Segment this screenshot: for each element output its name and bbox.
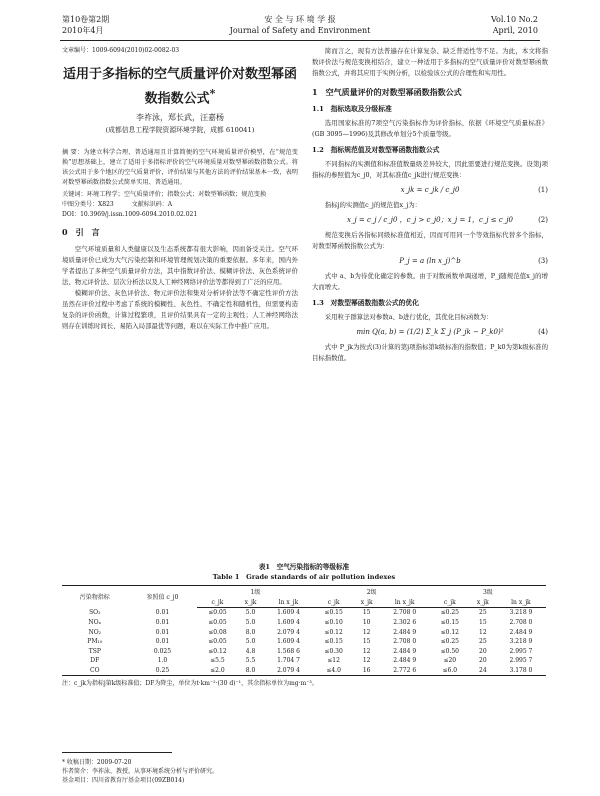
subsection-1-1-text: 选用国家标准的7项空气污染指标作为评价指标，依据《环境空气质量标准》(GB 3095—1996)及其修改单划分5个质量等级。 [312,119,548,138]
table-cell: 1.609 4 [277,638,300,646]
subsection-1-2-text: 不同指标的实测值和标准值数量级差异较大，因此需要进行规范变换。设第j项指标的参照值为c_j0，对其标准值c_jk进行规范变换： [312,160,548,179]
table-caption-en: Table 1 Grade standards of air pollution indexes [212,573,396,581]
table-cell: ≤0.12 [208,647,227,655]
table-cell: ≤0.05 [208,638,227,646]
right-column [312,46,548,364]
doi: DOI：10.3969/j.issn.1009-6094.2010.02.021 [62,210,198,218]
table-cell: ≤0.12 [324,628,343,636]
table-cell: 0.01 [155,638,170,646]
table-cell: ≤0.05 [208,619,227,627]
table-row [62,637,546,647]
table-cell: 16 [354,666,380,676]
subsection-1-3-text: 采用粒子群算法对参数a、b进行优化，其优化目标函数为： [324,313,493,321]
table-cell: 2.484 9 [393,628,417,636]
subheader-c: c_jk [430,598,470,608]
table-cell: ≤0.15 [440,619,459,627]
footnote-rule [62,752,172,753]
table-row [62,627,546,637]
subheader-ln: ln x_jk [496,598,546,608]
table-cell: 2.079 4 [264,666,314,676]
table-note: 注：c_jk为指标j第k级标准值；DF为降尘，单位为t·km⁻²·(30 d)⁻¹，其余指标单位为mg·m⁻³。 [62,680,318,688]
table-cell: ≤0.15 [324,638,343,646]
equation-2-intro: 指标j的实测值c_j的规范值x_j为： [324,201,422,209]
table-cell: 0.025 [153,647,172,655]
table-cell: 12 [362,657,371,665]
table-cell: PM₁₀ [87,638,103,646]
table-cell: ≤0.25 [440,638,459,646]
subheader-ln: ln x_jk [264,598,314,608]
table-cell: 2.079 4 [277,628,300,636]
footnote-author: 作者简介：李祚泳，教授，从事环境系统分析与评价研究。 [62,768,219,775]
header-volume-cn: 第10卷第2期 [62,15,110,24]
col-header-ref: 参照值 c_j0 [128,586,198,608]
equation-4 [312,327,548,338]
table-cell: ≤5.5 [210,657,225,665]
authors: 李祚泳，郑长武，汪嘉杨 [136,113,224,123]
table-cell: 5.0 [245,619,256,627]
footnote-received: * 收稿日期：2009-07-20 [62,759,132,766]
table-cell: 3.178 0 [496,666,546,676]
table-caption-cn: 表1 空气污染指标的等级标准 [258,563,350,571]
table-cell: NO₂ [88,628,102,636]
equation-1-number: (1) [538,186,548,194]
equation-1-body: x_jk = c_jk / c_j0 [400,186,460,194]
equation-2-body: x_j = c_j / c_j0 ，c_j > c_j0；x_j = 1，c_j ≤ c_j0 [347,216,513,224]
table-cell: 5.5 [245,657,256,665]
header-date-en: April, 2010 [492,26,538,35]
table-cell: 12 [362,647,371,655]
keywords: 关键词：环境工程学；空气质量评价；指数公式；对数型幂函数；规范变换 [62,191,267,199]
table-cell: 12 [362,628,371,636]
table-1 [62,562,546,688]
subheader-x: x_jk [238,598,264,608]
subheader-x: x_jk [470,598,496,608]
subsection-1-1-title: 1.1 指标选取及分级标准 [312,105,392,113]
equation-3-body: P_j = a (ln x_j)^b [399,257,461,265]
table-cell: 15 [362,609,371,617]
table-cell: 2.772 6 [380,666,430,676]
footnotes [62,758,362,785]
table-cell: 2.708 0 [393,638,417,646]
table-cell: 3.218 9 [509,638,533,646]
intro-paragraph-2: 模糊评价法、灰色评价法、物元评价法和集对分析评价法等不确定性评价方法虽然在评价过程中考虑了系统的模糊性、灰色性、不确定性和随机性，但需要构造复杂的评价函数，计算过程繁琐，且评价结果具有一定的主观性；人工神经网络法则存在训练时间长、易陷入局部最优等问题，难以在实际工作中推广应用。 [62,289,298,331]
affiliation: (成都信息工程学院资源环境学院，成都 610041) [105,126,255,135]
equation-4-body: min Q(a, b) = (1/2) Σ_k Σ_j (P_jk − P_k0)² [356,328,504,336]
header-date-cn: 2010年4月 [62,26,104,35]
table-cell: NOₓ [88,619,102,627]
table-cell: 5.0 [245,638,256,646]
table-cell: 1.0 [157,657,168,665]
table-cell: 3.218 9 [509,609,533,617]
table-cell: ≤4.0 [314,666,354,676]
table-cell: 0.25 [128,666,198,676]
running-header [0,0,600,44]
title-text: 适用于多指标的空气质量评价对数型幂函数指数公式 [62,67,297,107]
table-cell: ≤0.10 [324,619,343,627]
intro-paragraph-1: 空气环境质量和人类健康以及生态系统都有很大影响，因而备受关注。空气环境质量评价已成为大气污染控制和环境管理规划决策的重要依据。多年来，国内外学者提出了多种空气质量评价方法，其中指数评价法、模糊评价法、灰色系统评价法、物元评价法、层次分析法以及人工神经网络评价法等都得到了广泛的应用。 [62,245,298,287]
table-cell: ≤0.12 [440,628,459,636]
table-cell: 0.01 [155,609,170,617]
header-journal-cn: 安 全 与 环 境 学 报 [264,15,336,24]
table-cell: 1.568 6 [277,647,300,655]
table-cell: 0.01 [155,628,170,636]
table-cell: 20 [479,647,487,655]
table-cell: 8.0 [245,628,256,636]
table-cell: 2.484 9 [393,657,417,665]
table-cell: ≤20 [443,657,457,665]
table-cell: ≤2.0 [197,666,237,676]
subheader-c: c_jk [314,598,354,608]
table-cell: 25 [479,609,487,617]
footnote-fund: 基金项目：四川省教育厅基金项目(09ZB014) [62,777,185,784]
equation-3-text: 式中 a、b为待优化确定的参数。由于对数函数单调递增，P_j随规范值x_j的增大而增大。 [312,272,548,291]
table-cell: ≤6.0 [430,666,470,676]
equation-1 [312,185,548,196]
left-column [62,46,298,332]
subsection-1-2-title: 1.2 指标规范值及对数型幂函数指数公式 [312,146,440,154]
table-cell: ≤12 [327,657,340,665]
equation-3-number: (3) [538,257,548,265]
table-cell: 20 [479,657,487,665]
col-header-index: 污染物指标 [62,586,128,608]
table-cell: 2.708 0 [393,609,417,617]
table-cell: DF [90,657,100,665]
equation-3-intro: 规范变换后各指标同级标准值相近，因而可用同一个等效指标代替多个指标，对数型幂函数指数公式为： [312,231,548,250]
equation-4-number: (4) [538,328,548,336]
table-header-row [62,586,546,598]
grade-standards-table [62,585,546,676]
table-cell: CO [62,666,128,676]
table-cell: 8.0 [238,666,264,676]
equation-4-text: 式中 P_jk为按式(3)计算的第j项指标第k级标准的指数值；P_k0为第k级标准的目标指数值。 [312,343,548,362]
table-row [62,647,546,657]
table-cell: ≤0.50 [440,647,459,655]
table-row [62,666,546,676]
header-right [491,14,538,36]
table-cell: 2.708 0 [509,619,533,627]
subsection-1-3-title: 1.3 对数型幂函数指数公式的优化 [312,299,419,307]
table-cell: 1.609 4 [277,609,300,617]
table-body [62,608,546,676]
abstract: 摘 要：为建立科学合理、普适通用且计算简便的空气环境质量评价模型，在“规范变换”思想基础上，建立了适用于多指标评价的空气环境质量对数型幂函数指数公式。将该公式用于多个地区的空气质量评价，评价结果与其他方法的评价结果基本一致，表明对数型幂函数指数公式简单实用、普适通用。 [62,149,298,187]
equation-3 [312,256,548,267]
equation-2-number: (2) [538,216,548,224]
table-cell: TSP [88,647,101,655]
section-0-title: 0 引 言 [62,227,100,238]
table-cell: ≤0.05 [208,609,227,617]
table-cell: 5.0 [245,609,256,617]
table-cell: 1.609 4 [277,619,300,627]
table-cell: ≤0.30 [324,647,343,655]
table-cell: ≤0.08 [208,628,227,636]
table-cell: SO₂ [89,609,101,617]
paper-title [62,65,298,108]
subheader-x: x_jk [354,598,380,608]
section-1-title: 1 空气质量评价的对数型幂函数指数公式 [312,87,462,97]
header-rule [60,40,540,41]
table-cell: 12 [479,628,487,636]
table-row [62,656,546,666]
table-cell: 2.302 6 [393,619,417,627]
clc-number: 中图分类号：X823 文献标识码：A [62,201,173,209]
table-cell: ≤0.25 [440,609,459,617]
table-cell: ≤0.15 [324,609,343,617]
header-journal-en: Journal of Safety and Environment [229,26,371,35]
table-cell: 4.8 [245,647,256,655]
article-number: 文章编号：1009-6094(2010)02-0082-03 [62,47,180,54]
table-cell: 25 [479,638,487,646]
table-cell: 2.484 9 [509,628,533,636]
table-cell: 15 [362,638,371,646]
col-header-grade2: 2级 [314,586,430,598]
subheader-c: c_jk [197,598,237,608]
table-cell: 1.704 7 [277,657,300,665]
table-cell: 10 [362,619,371,627]
table-row [62,608,546,618]
equation-2 [312,215,548,226]
col-header-grade1: 1级 [197,586,313,598]
col-header-grade3: 3级 [430,586,546,598]
table-cell: 24 [470,666,496,676]
table-cell: 2.995 7 [509,657,533,665]
table-row [62,618,546,628]
table-cell: 0.01 [155,619,170,627]
title-footnote-mark: * [209,87,216,100]
header-volume-en: Vol.10 No.2 [491,15,538,24]
table-cell: 15 [479,619,487,627]
table-cell: 2.995 7 [509,647,533,655]
subheader-ln: ln x_jk [380,598,430,608]
intro-paragraph-3: 简而言之，现有方法普遍存在计算复杂、缺乏普适性等不足。为此，本文将指数评价法与规范变换相结合，建立一种适用于多指标的空气质量评价对数型幂函数指数公式，并将其应用于实例分析，以检验该公式的合理性和实用性。 [312,47,548,77]
table-cell: 2.484 9 [393,647,417,655]
